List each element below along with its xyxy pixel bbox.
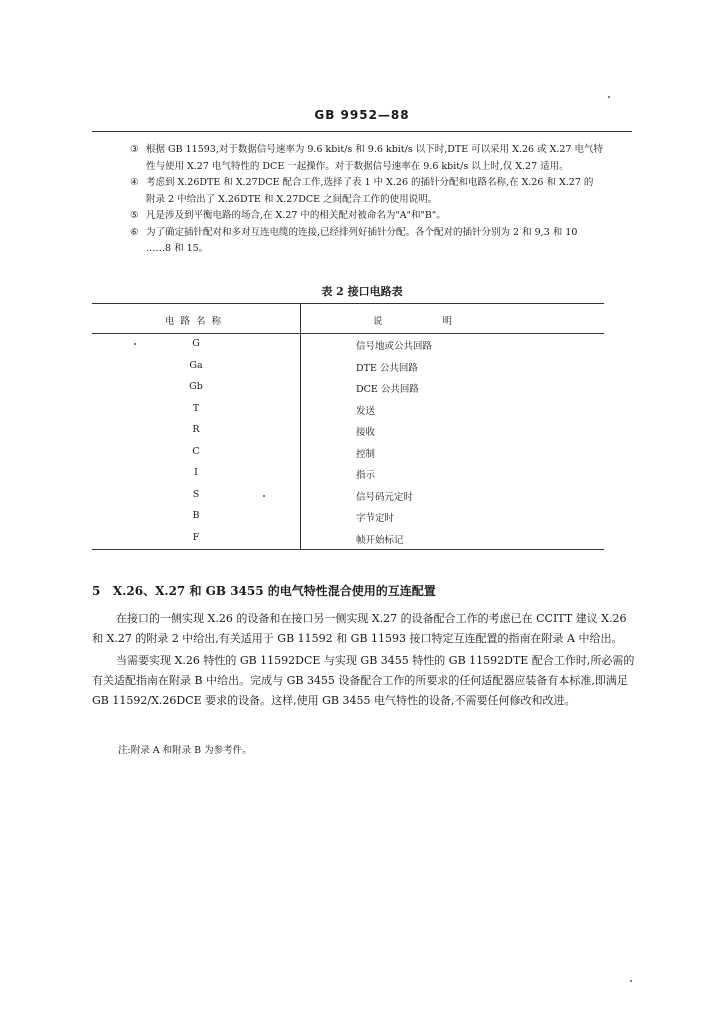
section-number: 5: [92, 584, 101, 598]
column-header-description: 说明: [372, 316, 512, 327]
table-row: [92, 486, 604, 508]
table-bottom-rule: [92, 549, 604, 550]
scan-speck: [263, 495, 265, 497]
table-row: [92, 421, 604, 443]
note-marker: ④: [130, 177, 139, 188]
paragraph: 在接口的一侧实现 X.26 的设备和在接口另一侧实现 X.27 的设备配合工作的考虑已在 CCITT 建议 X.26 和 X.27 的附录 2 中给出,有关适用于 GB 11592 和 GB 11593 接口特定互连配置的指南在附录 A 中给出。: [92, 612, 627, 645]
scan-speck: [630, 980, 632, 982]
table-row: [92, 464, 604, 486]
section-title: X.26、X.27 和 GB 3455 的电气特性混合使用的互连配置: [112, 584, 436, 598]
note-line: 凡是涉及到平衡电路的场合,在 X.27 中的相关配对被命名为"A"和"B"。: [146, 210, 446, 221]
table-header-rule: [92, 333, 604, 334]
table-top-rule: [92, 303, 604, 304]
note-marker: ⑥: [130, 226, 139, 238]
description-cell: 信号码元定时: [356, 491, 414, 503]
table-row: [92, 529, 604, 551]
description-cell: 接收: [356, 427, 376, 438]
table-header: [92, 305, 604, 333]
description-cell: 帧开始标记: [356, 534, 404, 546]
standard-number-header: GB 9952—88: [314, 108, 410, 122]
circuit-name-cell: F: [192, 531, 200, 543]
description-cell: 控制: [356, 448, 376, 460]
note-item: [130, 208, 636, 225]
circuit-name-cell: B: [192, 510, 200, 521]
note-line: 附录 2 中给出了 X.26DTE 和 X.27DCE 之间配合工作的使用说明。: [146, 193, 438, 205]
circuit-name-cell: R: [192, 424, 200, 435]
description-cell: DCE 公共回路: [356, 384, 419, 395]
description-cell: 字节定时: [356, 513, 395, 524]
circuit-name-cell: Ga: [189, 359, 203, 371]
scan-speck: [134, 343, 136, 345]
note-marker: ③: [130, 144, 139, 155]
section-heading: [92, 582, 436, 599]
description-cell: 信号地或公共回路: [356, 341, 433, 352]
header-rule: [92, 131, 632, 132]
note-item: [130, 142, 636, 175]
table-row: [92, 507, 604, 529]
circuit-name-cell: T: [192, 402, 200, 414]
note-line: 性与使用 X.27 电气特性的 DCE 一起操作。对于数据信号速率在 9.6 kbit/s 以上时,仅 X.27 适用。: [146, 160, 569, 172]
appendix-note: 注:附录 A 和附录 B 为参考件。: [118, 745, 252, 756]
column-header-circuit-name: 电路名称: [164, 316, 227, 327]
note-line: ……8 和 15。: [146, 243, 209, 254]
circuit-name-cell: Gb: [189, 381, 203, 392]
table-row: [92, 400, 604, 422]
table-row: [92, 357, 604, 379]
note-item: [130, 225, 636, 258]
notes-list: [130, 142, 636, 258]
paragraph: 当需要实现 X.26 特性的 GB 11592DCE 与实现 GB 3455 特性的 GB 11592DTE 配合工作时,所必需的有关适配指南在附录 B 中给出。完成与 GB 3455 设备配合工作的所要求的任何适配器应装备有本标准,即满足 GB 11592/X.26DCE 要求的设备。这样,使用 GB 3455 电气特性的设备,不需要任何修改和改进。: [92, 654, 635, 707]
table-row: [92, 378, 604, 400]
note-line: 为了确定插针配对和多对互连电缆的连接,已经排列好插针分配。各个配对的插针分别为 2 和 9,3 和 10: [146, 226, 578, 238]
table-row: [92, 335, 604, 357]
circuit-name-cell: C: [192, 445, 200, 457]
table-body: [92, 335, 604, 550]
description-cell: DTE 公共回路: [356, 362, 418, 374]
circuit-name-cell: I: [194, 467, 198, 478]
section-body: [92, 609, 640, 711]
table-row: [92, 443, 604, 465]
description-cell: 发送: [356, 405, 376, 417]
note-marker: ⑤: [130, 210, 139, 221]
note-line: 根据 GB 11593,对于数据信号速率为 9.6 kbit/s 和 9.6 kbit/s 以下时,DTE 可以采用 X.26 或 X.27 电气特: [146, 144, 603, 155]
circuit-name-cell: S: [192, 488, 200, 500]
table-caption: 表 2 接口电路表: [321, 285, 403, 298]
note-line: 考虑到 X.26DTE 和 X.27DCE 配合工作,选择了表 1 中 X.26 的插针分配和电路名称,在 X.26 和 X.27 的: [146, 177, 594, 188]
description-cell: 指示: [356, 470, 376, 481]
circuit-name-cell: G: [192, 338, 200, 349]
note-item: [130, 175, 636, 208]
scan-speck: [608, 96, 610, 98]
